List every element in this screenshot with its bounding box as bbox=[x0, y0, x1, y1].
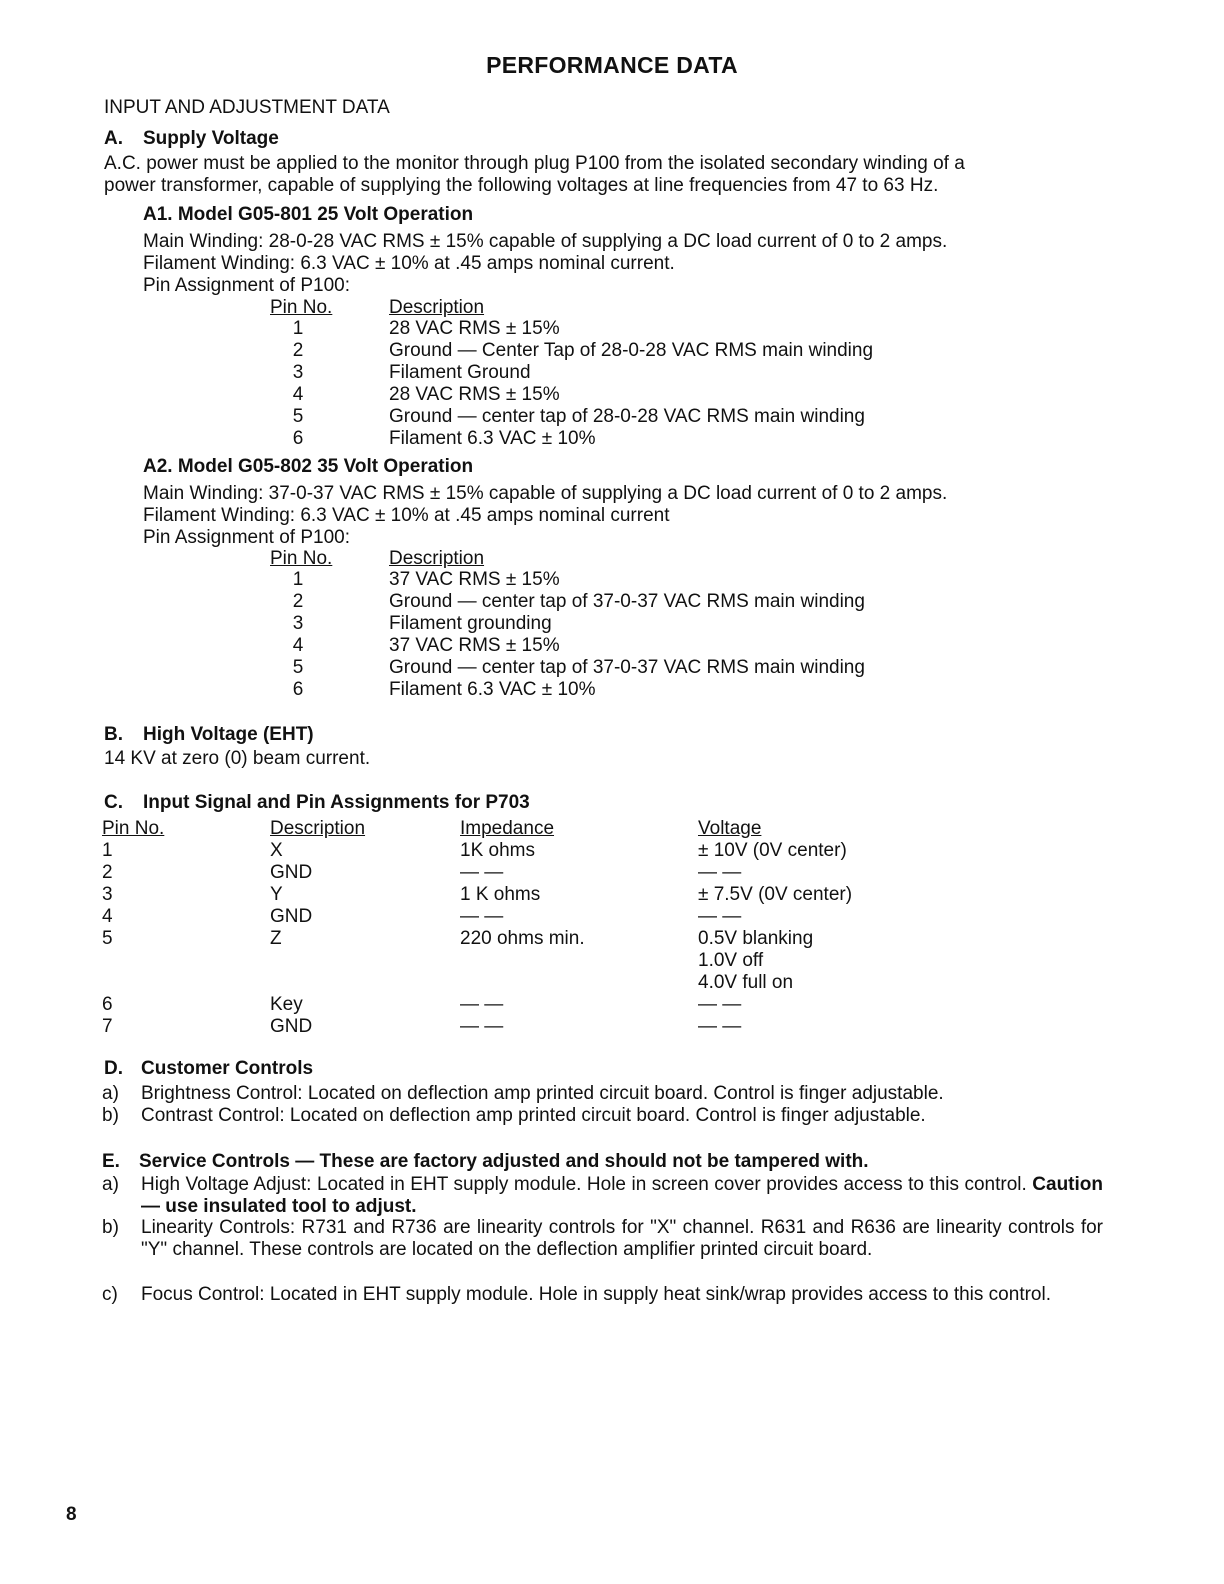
a1-filament-winding: Filament Winding: 6.3 VAC ± 10% at .45 amps nominal current. bbox=[143, 253, 675, 274]
pin-voltage: — — bbox=[698, 862, 742, 883]
page-number: 8 bbox=[66, 1504, 77, 1525]
pin-number: 2 bbox=[292, 591, 304, 612]
c-col-impedance: Impedance bbox=[460, 818, 555, 839]
pin-number: 3 bbox=[292, 362, 304, 383]
pin-description: Filament 6.3 VAC ± 10% bbox=[389, 679, 596, 700]
pin-impedance: 1 K ohms bbox=[460, 884, 541, 905]
pin-impedance: 220 ohms min. bbox=[460, 928, 585, 949]
pin-impedance: — — bbox=[460, 906, 504, 927]
pin-number: 5 bbox=[292, 657, 304, 678]
section-a-intro-line2: power transformer, capable of supplying the following voltages at line frequencies from 47 to 63 Hz. bbox=[104, 175, 939, 196]
c-col-pin: Pin No. bbox=[102, 818, 165, 839]
pin-voltage: ± 10V (0V center) bbox=[698, 840, 847, 861]
pin-number: 6 bbox=[292, 679, 304, 700]
pin-number: 2 bbox=[102, 862, 113, 883]
pin-voltage: — — bbox=[698, 994, 742, 1015]
list-item-marker: a) bbox=[102, 1174, 119, 1195]
section-e-label: E. bbox=[102, 1151, 120, 1172]
pin-number: 3 bbox=[292, 613, 304, 634]
section-d-label: D. bbox=[104, 1058, 123, 1079]
section-b-label: B. bbox=[104, 724, 123, 745]
section-a-heading: Supply Voltage bbox=[143, 128, 279, 149]
list-item: Focus Control: Located in EHT supply module. Hole in supply heat sink/wrap provides access to this control. bbox=[141, 1284, 1051, 1305]
pin-number: 3 bbox=[102, 884, 113, 905]
pin-description: Ground — Center Tap of 28-0-28 VAC RMS main winding bbox=[389, 340, 874, 361]
list-item: Brightness Control: Located on deflection amp printed circuit board. Control is finger adjustable. bbox=[141, 1083, 944, 1104]
a2-main-winding: Main Winding: 37-0-37 VAC RMS ± 15% capable of supplying a DC load current of 0 to 2 amps. bbox=[143, 483, 948, 504]
section-c-label: C. bbox=[104, 792, 123, 813]
pin-description: Ground — center tap of 28-0-28 VAC RMS main winding bbox=[389, 406, 865, 427]
pin-number: 1 bbox=[292, 569, 304, 590]
pin-number: 1 bbox=[292, 318, 304, 339]
section-b-text: 14 KV at zero (0) beam current. bbox=[104, 748, 371, 769]
pin-number: 1 bbox=[102, 840, 113, 861]
pin-impedance: — — bbox=[460, 862, 504, 883]
pin-impedance: — — bbox=[460, 1016, 504, 1037]
section-a-label: A. bbox=[104, 128, 123, 149]
pin-impedance: 1K ohms bbox=[460, 840, 535, 861]
section-subtitle: INPUT AND ADJUSTMENT DATA bbox=[104, 97, 390, 118]
pin-number: 4 bbox=[292, 635, 304, 656]
section-b-heading: High Voltage (EHT) bbox=[143, 724, 314, 745]
pin-description: 28 VAC RMS ± 15% bbox=[389, 318, 560, 339]
pin-description: Ground — center tap of 37-0-37 VAC RMS main winding bbox=[389, 591, 865, 612]
pin-description: GND bbox=[270, 906, 313, 927]
c-col-voltage: Voltage bbox=[698, 818, 762, 839]
pin-voltage: ± 7.5V (0V center) bbox=[698, 884, 853, 905]
list-item bbox=[141, 1174, 1103, 1218]
list-item-marker: c) bbox=[102, 1284, 118, 1305]
pin-impedance: — — bbox=[460, 994, 504, 1015]
pin-description: Ground — center tap of 37-0-37 VAC RMS main winding bbox=[389, 657, 865, 678]
pin-number: 4 bbox=[292, 384, 304, 405]
pin-number: 2 bbox=[292, 340, 304, 361]
pin-description: X bbox=[270, 840, 283, 861]
a1-heading: A1. Model G05-801 25 Volt Operation bbox=[143, 204, 474, 225]
pin-description: 37 VAC RMS ± 15% bbox=[389, 569, 560, 590]
pin-voltage: 0.5V blanking bbox=[698, 928, 814, 949]
a2-pin-assignment: Pin Assignment of P100: bbox=[143, 527, 351, 548]
a2-col-pin: Pin No. bbox=[270, 548, 333, 569]
pin-voltage: — — bbox=[698, 906, 742, 927]
pin-number: 5 bbox=[292, 406, 304, 427]
list-item-text: High Voltage Adjust: Located in EHT supply module. Hole in screen cover provides access to this control. bbox=[141, 1174, 1027, 1195]
pin-description: Z bbox=[270, 928, 282, 949]
list-item-marker: b) bbox=[102, 1217, 119, 1238]
pin-number: 6 bbox=[292, 428, 304, 449]
pin-description: Filament Ground bbox=[389, 362, 531, 383]
section-c-heading: Input Signal and Pin Assignments for P703 bbox=[143, 792, 530, 813]
a1-col-description: Description bbox=[389, 297, 485, 318]
list-item-marker: a) bbox=[102, 1083, 119, 1104]
a2-col-description: Description bbox=[389, 548, 485, 569]
pin-description: Y bbox=[270, 884, 283, 905]
a2-heading: A2. Model G05-802 35 Volt Operation bbox=[143, 456, 474, 477]
a1-pin-assignment: Pin Assignment of P100: bbox=[143, 275, 351, 296]
pin-number: 5 bbox=[102, 928, 113, 949]
section-e-heading: Service Controls — These are factory adjusted and should not be tampered with. bbox=[139, 1151, 869, 1172]
section-a-intro-line1: A.C. power must be applied to the monitor through plug P100 from the isolated secondary winding of a bbox=[104, 153, 965, 174]
pin-description: GND bbox=[270, 862, 313, 883]
pin-description: Key bbox=[270, 994, 303, 1015]
list-item: Contrast Control: Located on deflection amp printed circuit board. Control is finger adjustable. bbox=[141, 1105, 926, 1126]
pin-number: 6 bbox=[102, 994, 113, 1015]
page-title: PERFORMANCE DATA bbox=[486, 52, 738, 78]
c-col-description: Description bbox=[270, 818, 366, 839]
pin-description: GND bbox=[270, 1016, 313, 1037]
pin-voltage: — — bbox=[698, 1016, 742, 1037]
list-item-marker: b) bbox=[102, 1105, 119, 1126]
section-d-heading: Customer Controls bbox=[141, 1058, 314, 1079]
pin-description: 37 VAC RMS ± 15% bbox=[389, 635, 560, 656]
a2-filament-winding: Filament Winding: 6.3 VAC ± 10% at .45 amps nominal current bbox=[143, 505, 670, 526]
pin-description: 28 VAC RMS ± 15% bbox=[389, 384, 560, 405]
list-item: Linearity Controls: R731 and R736 are linearity controls for "X" channel. R631 and R636 are linearity controls for "Y" channel. These controls are located on the deflection amplifier printed circuit board. bbox=[141, 1217, 1103, 1260]
a1-main-winding: Main Winding: 28-0-28 VAC RMS ± 15% capable of supplying a DC load current of 0 to 2 amps. bbox=[143, 231, 948, 252]
pin-number: 7 bbox=[102, 1016, 113, 1037]
pin-description: Filament 6.3 VAC ± 10% bbox=[389, 428, 596, 449]
a1-col-pin: Pin No. bbox=[270, 297, 333, 318]
pin-voltage: 4.0V full on bbox=[698, 972, 794, 993]
pin-description: Filament grounding bbox=[389, 613, 552, 634]
pin-voltage: 1.0V off bbox=[698, 950, 764, 971]
caution-text: Caution — use insulated tool to adjust. bbox=[141, 1174, 1103, 1217]
pin-number: 4 bbox=[102, 906, 113, 927]
